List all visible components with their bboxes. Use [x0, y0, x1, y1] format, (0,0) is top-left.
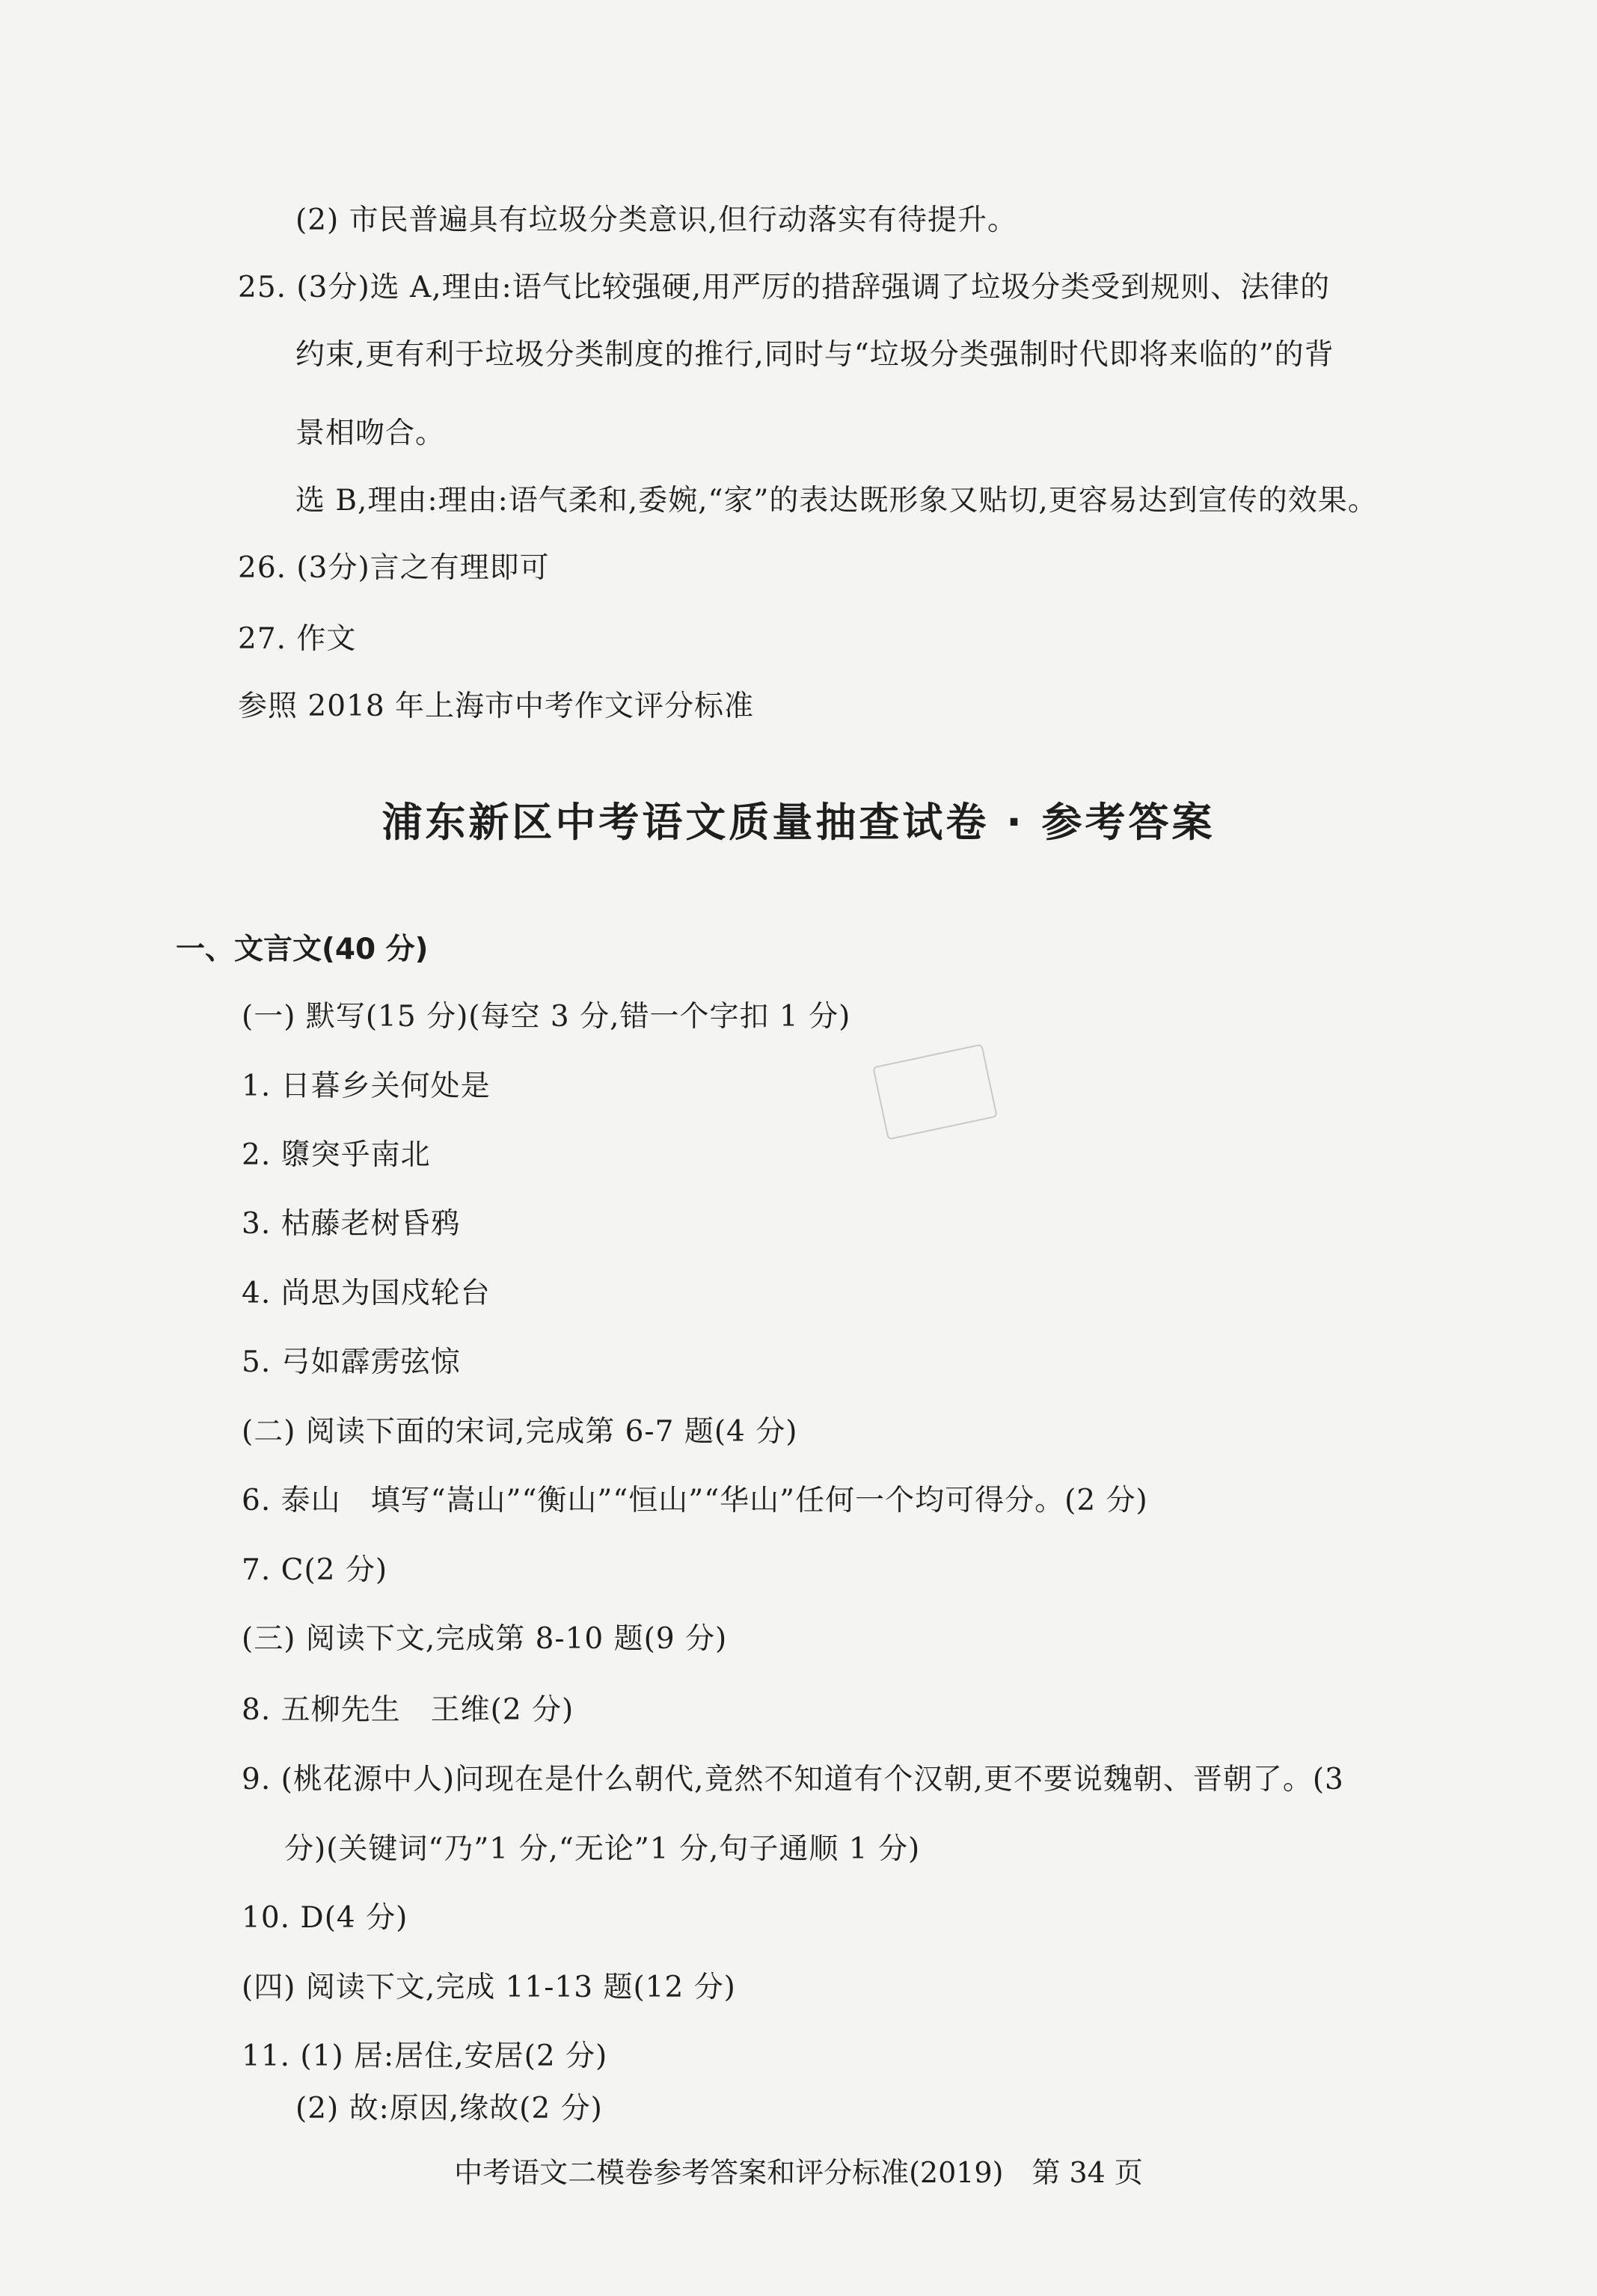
answer-line: 5. 弓如霹雳弦惊: [242, 1345, 461, 1379]
answer-line: 9. (桃花源中人)问现在是什么朝代,竟然不知道有个汉朝,更不要说魏朝、晋朝了。(3: [242, 1763, 1344, 1796]
answer-line: (四) 阅读下文,完成 11-13 题(12 分): [242, 1971, 736, 2004]
answer-line: 26. (3分)言之有理即可: [238, 551, 550, 585]
answer-line: (2) 故:原因,缘故(2 分): [295, 2092, 603, 2125]
answer-line: 11. (1) 居:居住,安居(2 分): [242, 2039, 608, 2073]
answer-line: 7. C(2 分): [242, 1553, 388, 1587]
answer-line: 3. 枯藤老树昏鸦: [242, 1207, 461, 1241]
answer-line: (二) 阅读下面的宋词,完成第 6-7 题(4 分): [242, 1415, 798, 1449]
answer-line: 10. D(4 分): [242, 1901, 408, 1935]
answer-line: 约束,更有利于垃圾分类制度的推行,同时与“垃圾分类强制时代即将来临的”的背: [295, 338, 1334, 372]
answer-line: 景相吻合。: [295, 417, 446, 450]
answer-line: (一) 默写(15 分)(每空 3 分,错一个字扣 1 分): [242, 1000, 851, 1034]
answer-line: 2. 隳突乎南北: [242, 1138, 431, 1172]
answer-line: 6. 泰山 填写“嵩山”“衡山”“恒山”“华山”任何一个均可得分。(2 分): [242, 1484, 1148, 1517]
answer-line: 分)(关键词“乃”1 分,“无论”1 分,句子通顺 1 分): [284, 1832, 921, 1866]
answer-line: 25. (3分)选 A,理由:语气比较强硬,用严厉的措辞强调了垃圾分类受到规则、法律的: [238, 271, 1331, 304]
page-title: 浦东新区中考语文质量抽查试卷 · 参考答案: [381, 799, 1216, 846]
answer-line: 1. 日暮乡关何处是: [242, 1069, 491, 1103]
answer-line: 27. 作文: [238, 622, 357, 656]
answer-line: 8. 五柳先生 王维(2 分): [242, 1693, 574, 1727]
watermark-stamp: [872, 1043, 998, 1140]
answer-line: 选 B,理由:理由:语气柔和,委婉,“家”的表达既形象又贴切,更容易达到宣传的效果。: [295, 484, 1378, 518]
answer-line: (三) 阅读下文,完成第 8-10 题(9 分): [242, 1622, 728, 1656]
page-footer: 中考语文二模卷参考答案和评分标准(2019) 第 34 页: [454, 2156, 1143, 2189]
answer-line: (2) 市民普遍具有垃圾分类意识,但行动落实有待提升。: [295, 203, 1018, 237]
answer-line: 4. 尚思为国戍轮台: [242, 1277, 491, 1310]
section-heading: 一、文言文(40 分): [176, 933, 429, 966]
answer-line: 参照 2018 年上海市中考作文评分标准: [238, 690, 755, 723]
